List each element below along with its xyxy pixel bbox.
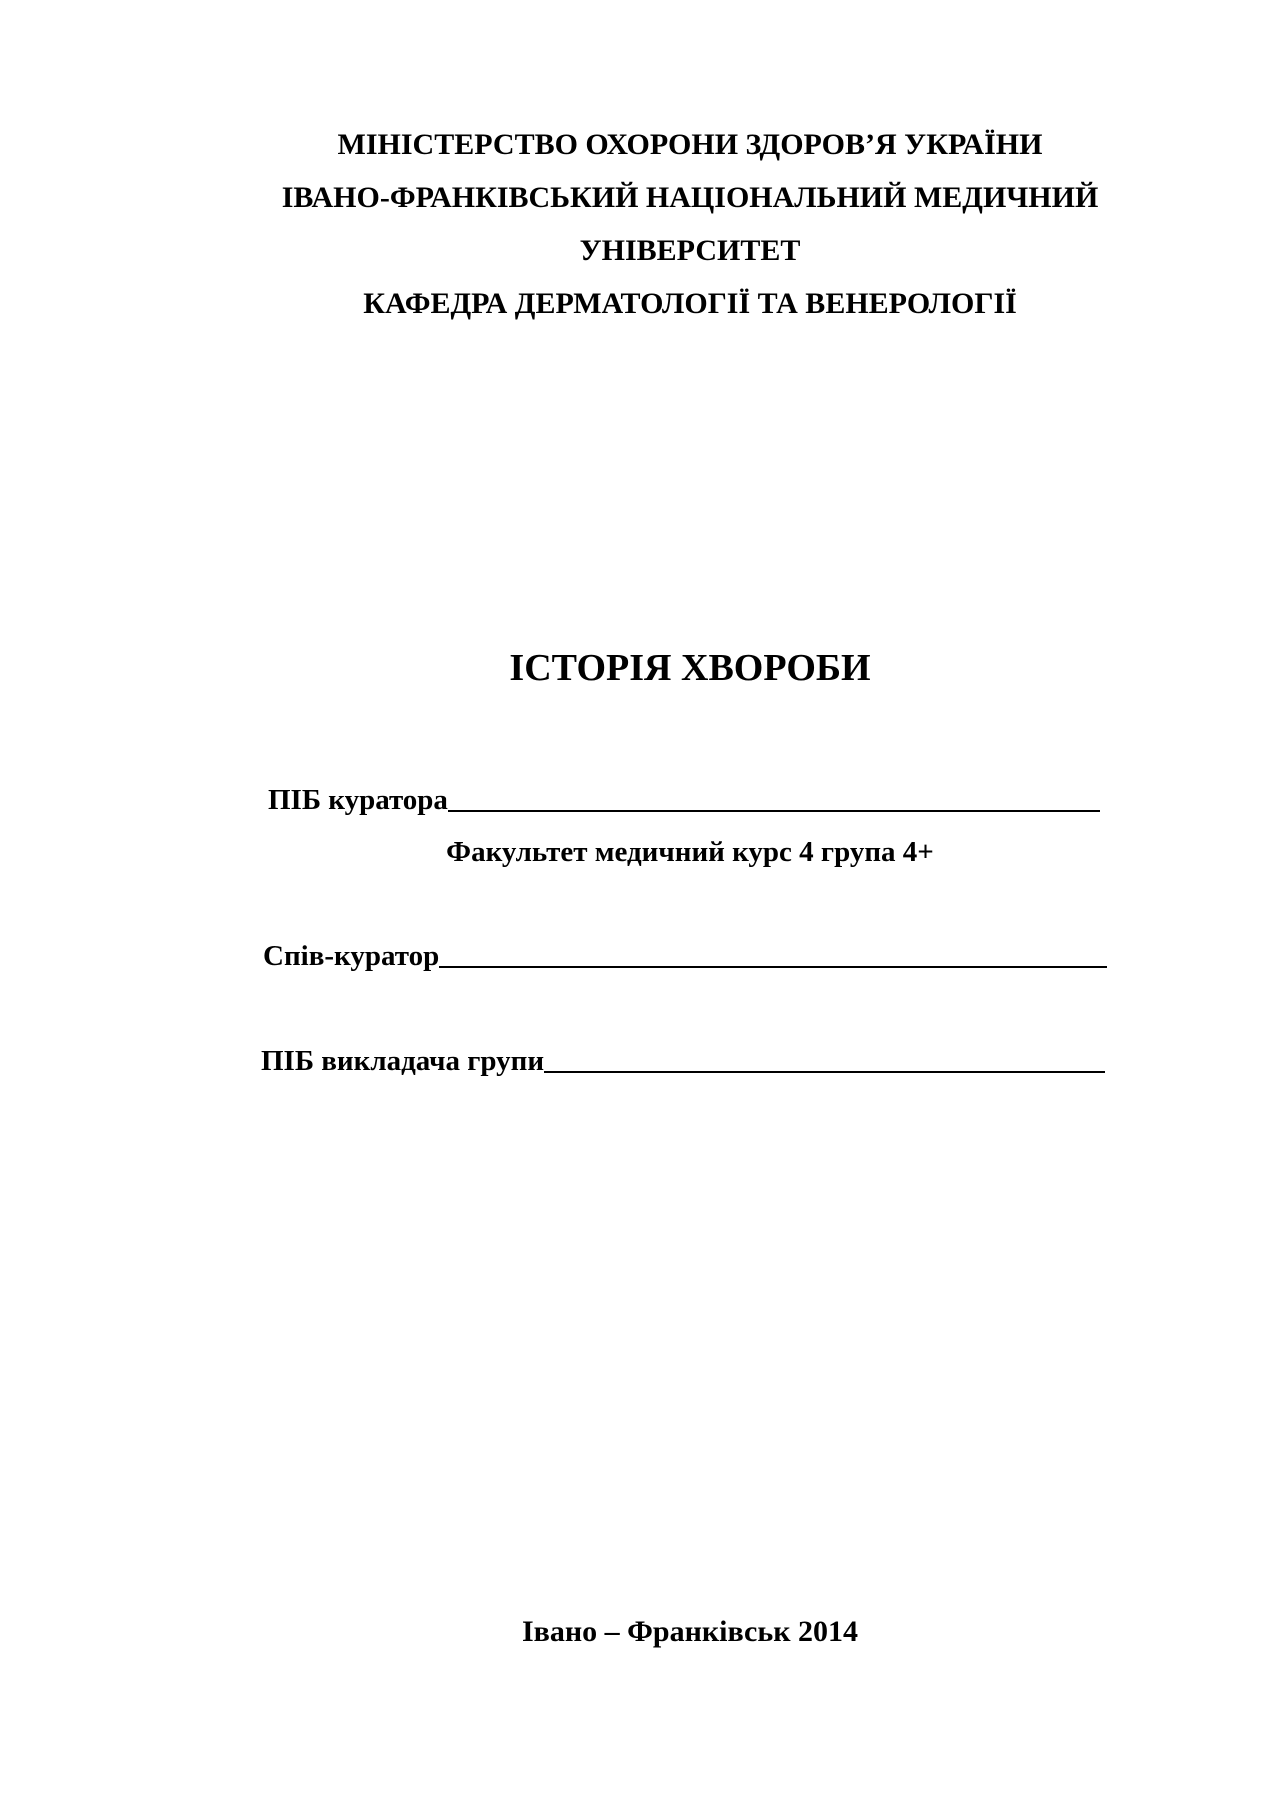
university-line-2: УНІВЕРСИТЕТ [579, 234, 801, 267]
department-line: КАФЕДРА ДЕРМАТОЛОГІЇ ТА ВЕНЕРОЛОГІЇ [363, 287, 1017, 320]
teacher-field [261, 1043, 1105, 1079]
curator-blank-line [448, 784, 1100, 812]
cocurator-field [263, 938, 1107, 974]
university-line-1: ІВАНО-ФРАНКІВСЬКИЙ НАЦІОНАЛЬНИЙ МЕДИЧНИЙ [281, 181, 1099, 214]
cocurator-blank-line [439, 940, 1107, 968]
city-year: Івано – Франківськ 2014 [521, 1615, 859, 1648]
document-title: ІСТОРІЯ ХВОРОБИ [509, 647, 871, 689]
teacher-blank-line [544, 1045, 1105, 1073]
curator-field [268, 782, 1100, 818]
cocurator-label: Спів-куратор [263, 940, 440, 972]
institution-header [0, 118, 1280, 330]
ministry-line: МІНІСТЕРСТВО ОХОРОНИ ЗДОРОВ’Я УКРАЇНИ [337, 128, 1043, 161]
curator-label: ПІБ куратора [268, 784, 448, 816]
faculty-line: Факультет медичний курс 4 група 4+ [446, 836, 934, 868]
teacher-label: ПІБ викладача групи [261, 1045, 545, 1077]
